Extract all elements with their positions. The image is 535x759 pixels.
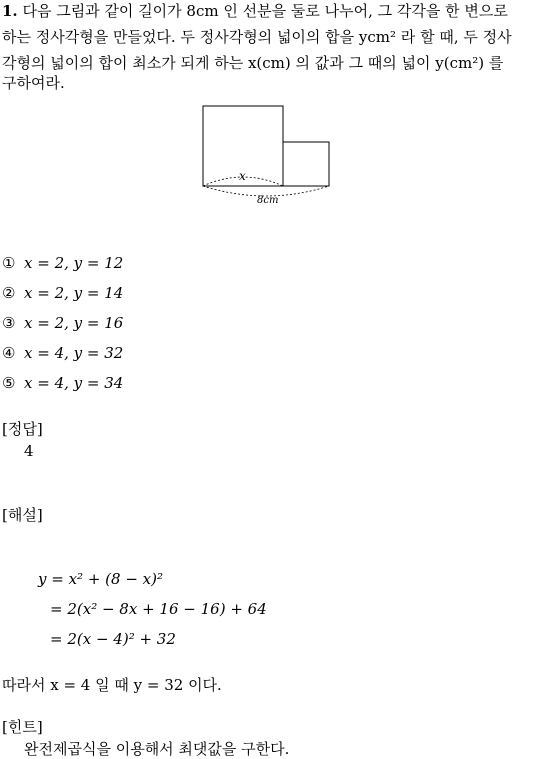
solution-conclusion: 따라서 x = 4 일 때 y = 32 이다. — [2, 676, 222, 694]
solution-eq-1: y = x² + (8 − x)² — [38, 570, 163, 588]
option-1[interactable]: ① x = 2, y = 12 — [2, 254, 124, 272]
question-line-4: 구하여라. — [2, 74, 65, 92]
solution-eq-3: = 2(x − 4)² + 32 — [50, 630, 176, 648]
solution-label: [해설] — [2, 506, 43, 524]
answer-value: 4 — [24, 442, 34, 460]
question-line-2: 하는 정사각형을 만들었다. 두 정사각형의 넓이의 합을 ycm² 라 할 때, 두 정사 — [2, 28, 512, 46]
question-line-3: 각형의 넓이의 합이 최소가 되게 하는 x(cm) 의 값과 그 때의 넓이 y(cm²) 를 — [2, 54, 504, 72]
option-2[interactable]: ② x = 2, y = 14 — [2, 284, 124, 302]
small-square — [283, 142, 329, 186]
question-line-1: 1. 다음 그림과 같이 길이가 8cm 인 선분을 둘로 나누어, 그 각각을 한 변으로 — [2, 2, 508, 20]
hint-text: 완전제곱식을 이용해서 최댓값을 구한다. — [24, 740, 290, 758]
answer-label: [정답] — [2, 420, 43, 438]
total-label: 8cm — [257, 195, 279, 206]
squares-figure — [195, 100, 340, 210]
option-5[interactable]: ⑤ x = 4, y = 34 — [2, 374, 124, 392]
x-label: x — [239, 169, 246, 183]
hint-label: [힌트] — [2, 718, 43, 736]
question-number: 1. — [2, 2, 18, 20]
option-4[interactable]: ④ x = 4, y = 32 — [2, 344, 124, 362]
option-3[interactable]: ③ x = 2, y = 16 — [2, 314, 124, 332]
solution-eq-2: = 2(x² − 8x + 16 − 16) + 64 — [50, 600, 267, 618]
